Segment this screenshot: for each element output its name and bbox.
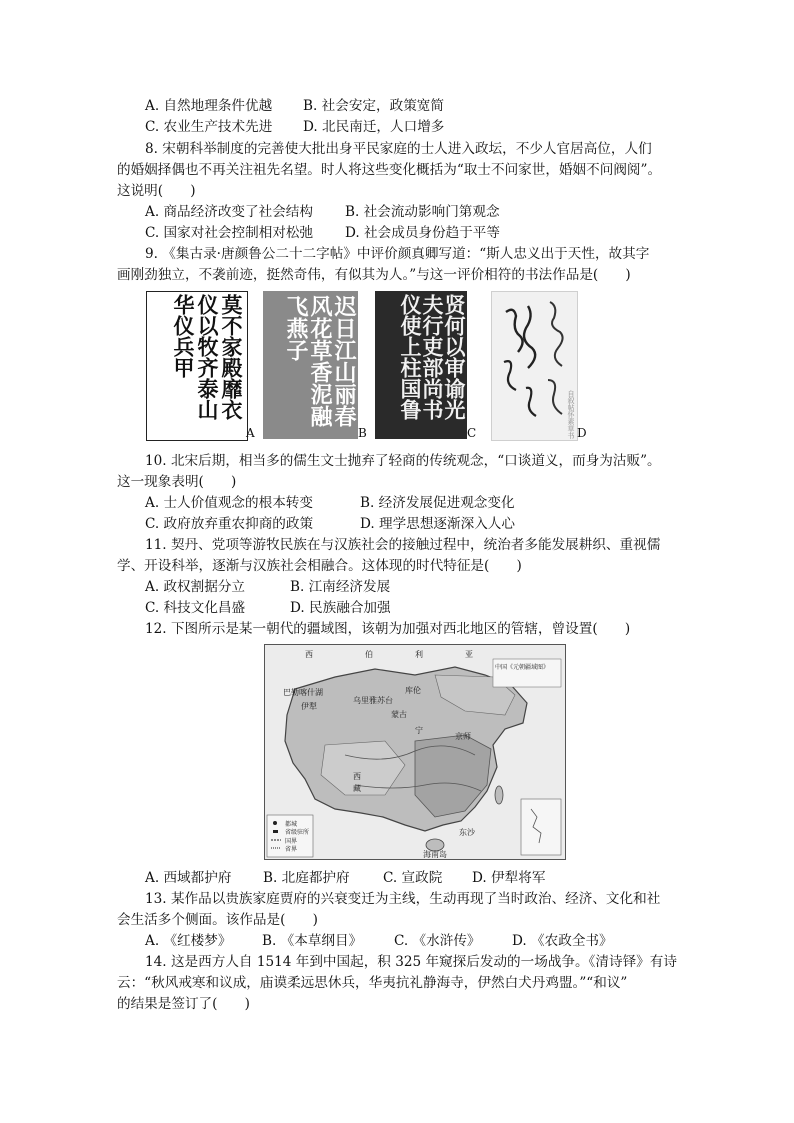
q13-option-c[interactable]: C. 《水浒传》: [394, 933, 481, 949]
calligraphy-image-d[interactable]: [491, 291, 578, 441]
q10-option-d[interactable]: D. 理学思想逐渐深入人心: [360, 516, 515, 532]
q14-stem-line1: 14. 这是西方人自 1514 年到中国起，积 325 年窥探后发动的一场战争。《清诗铎》有诗: [145, 954, 677, 970]
q8-stem-line3: 这说明( ): [117, 183, 196, 199]
calligraphy-d-caption: 自叙帖怀素草书: [567, 390, 575, 439]
q7-option-c[interactable]: C. 农业生产技术先进: [145, 119, 273, 135]
q9-stem-line2: 画刚劲独立，不袭前迹，挺然奇伟，有似其为人。”与这一评价相符的书法作品是( ): [117, 267, 631, 283]
q8-option-a[interactable]: A. 商品经济改变了社会结构: [145, 204, 313, 220]
q11-option-a[interactable]: A. 政权割据分立: [145, 579, 246, 595]
q7-option-a[interactable]: A. 自然地理条件优越: [145, 98, 273, 114]
q10-option-c[interactable]: C. 政府放弃重农抑商的政策: [145, 516, 314, 532]
map-label-ili: 伊犁: [301, 702, 317, 711]
map-label-wuliyasutai: 乌里雅苏台: [353, 696, 393, 705]
map-label-tibet-1: 西: [353, 772, 361, 781]
image-letter-b: B: [358, 426, 367, 440]
q7-option-d[interactable]: D. 北民南迁，人口增多: [303, 119, 445, 135]
q13-option-a[interactable]: A. 《红楼梦》: [145, 933, 232, 949]
q8-option-c[interactable]: C. 国家对社会控制相对松弛: [145, 225, 314, 241]
map-label-mongolia: 蒙古: [391, 710, 407, 719]
calligraphy-image-b[interactable]: [263, 291, 358, 439]
map-label-north-3: 利: [415, 650, 423, 659]
map-label-capital: 京师: [455, 732, 471, 741]
calligraphy-image-c[interactable]: [375, 291, 467, 439]
q12-option-b[interactable]: B. 北庭都护府: [263, 870, 350, 886]
q8-stem-line2: 的婚姻择偶也不再关注祖先名望。时人将这些变化概括为“取士不问家世，婚姻不问阀阅”。: [117, 162, 662, 178]
q13-option-d[interactable]: D. 《农政全书》: [512, 933, 613, 949]
q10-option-b[interactable]: B. 经济发展促进观念变化: [360, 495, 515, 511]
q12-option-d[interactable]: D. 伊犁将军: [472, 870, 546, 886]
territory-map[interactable]: [264, 644, 566, 860]
q14-stem-line3: 的结果是签订了( ): [117, 996, 250, 1012]
q9-stem-line1: 9. 《集古录·唐颜鲁公二十二字帖》中评价颜真卿写道：“斯人忠义出于天性，故其字: [145, 246, 650, 262]
map-label-dongsha: 东沙: [459, 828, 475, 837]
q11-stem-line2: 学、开设科举，逐渐与汉族社会相融合。这体现的时代特征是( ): [117, 558, 522, 574]
q14-stem-line2: 云：“秋风戒寒和议成，庙谟柔远思休兵，华夷抗礼静海寺，伊然白犬丹鸡盟。”“和议”: [117, 975, 628, 991]
map-label-north-4: 亚: [465, 650, 473, 659]
image-letter-c: C: [467, 426, 477, 440]
q11-option-c[interactable]: C. 科技文化昌盛: [145, 600, 246, 616]
image-letter-a: A: [246, 426, 255, 440]
map-label-north-2: 伯: [365, 650, 373, 659]
q11-stem-line1: 11. 契丹、党项等游牧民族在与汉族社会的接触过程中，统治者多能发展耕织、重视儒: [145, 537, 661, 553]
q10-stem-line2: 这一现象表明( ): [117, 474, 237, 490]
q12-option-c[interactable]: C. 宣政院: [383, 870, 443, 886]
map-legend-border: 国界: [285, 838, 298, 845]
q8-stem-line1: 8. 宋朝科举制度的完善使大批出身平民家庭的士人进入政坛，不少人官居高位，人们: [145, 141, 652, 157]
calligraphy-b-clerical-script: 迟日江山丽春风花草香泥融飞燕子: [283, 295, 357, 427]
q10-option-a[interactable]: A. 士人价值观念的根本转变: [145, 495, 313, 511]
map-drawing: [265, 645, 565, 859]
q11-option-b[interactable]: B. 江南经济发展: [290, 579, 391, 595]
cursive-strokes: [492, 292, 577, 440]
map-label-hainan: 海南岛: [423, 850, 447, 859]
map-legend-province-border: 省界: [285, 846, 298, 853]
q13-option-b[interactable]: B. 《本草纲目》: [262, 933, 363, 949]
map-label-kulun: 库伦: [405, 686, 421, 695]
q8-option-b[interactable]: B. 社会流动影响门第观念: [345, 204, 500, 220]
map-label-ning: 宁: [415, 726, 423, 735]
q8-option-d[interactable]: D. 社会成员身份趋于平等: [345, 225, 500, 241]
map-legend-provincial-seat: 省级驻所: [285, 829, 310, 836]
q10-stem-line1: 10. 北宋后期，相当多的儒生文士抛弃了轻商的传统观念，“口谈道义，而身为沽贩”。: [145, 453, 661, 469]
map-label-balkhash: 巴勒喀什湖: [283, 688, 323, 697]
calligraphy-c-regular-script: 贤何以审谕光夫行吏部尚书仪使上柱国鲁: [398, 294, 467, 420]
q13-stem-line2: 会生活多个侧面。该作品是( ): [117, 912, 318, 928]
calligraphy-image-a[interactable]: [146, 291, 248, 441]
q12-option-a[interactable]: A. 西域都护府: [145, 870, 232, 886]
q11-option-d[interactable]: D. 民族融合加强: [290, 600, 391, 616]
q13-stem-line1: 13. 某作品以贵族家庭贾府的兴衰变迁为主线，生动再现了当时政治、经济、文化和社: [145, 891, 661, 907]
calligraphy-a-seal-script: 莫不家殿靡衣仪以牧齐泰山华仪兵甲: [171, 294, 244, 420]
q12-stem-line1: 12. 下图所示是某一朝代的疆域图，该朝为加强对西北地区的管辖，曾设置( ): [145, 621, 631, 637]
map-label-north-1: 西: [305, 650, 313, 659]
map-legend-capital: 都城: [285, 821, 298, 828]
q7-option-b[interactable]: B. 社会安定，政策宽简: [303, 98, 444, 114]
map-legend-title: 中国《元朝疆域图》: [495, 664, 550, 671]
image-letter-d: D: [577, 426, 587, 440]
map-label-tibet-2: 藏: [353, 784, 361, 793]
